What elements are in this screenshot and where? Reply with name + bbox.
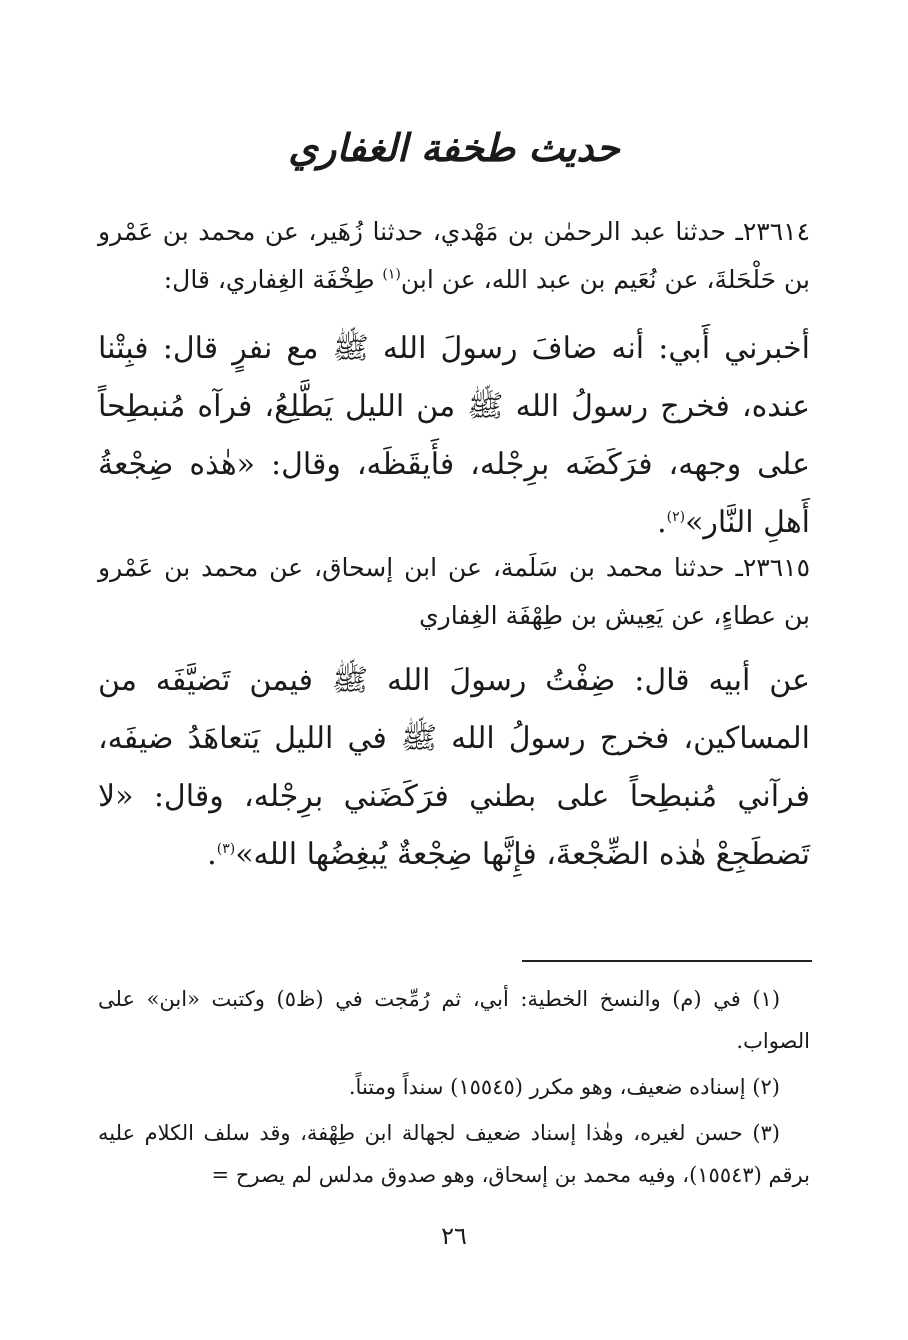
isnad-text: ٢٣٦١٤ـ حدثنا عبد الرحمٰن بن مَهْدي، حدثنا زُهَير، عن محمد بن عَمْرو بن حَلْحَلةَ، عن نُعَيم بن عبد الله، عن ابن (98, 217, 810, 294)
hadith-23614-isnad (98, 208, 810, 304)
hadith-23614-matn (98, 320, 810, 552)
isnad-text-end: طِخْفَة الغِفاري، قال: (163, 265, 383, 294)
matn-text: أخبرني أَبي: أنه ضافَ رسولَ الله ﷺ مع نفرٍ قال: فبِتْنا عنده، فخرج رسولُ الله ﷺ من الليل يَطَّلِعُ، فرآه مُنبطِحاً على وجهه، فرَكَضَه برِجْله، فأَيقَظَه، وقال: «هٰذه ضِجْعةُ أَهلِ النَّار» (98, 331, 810, 540)
isnad-text: ٢٣٦١٥ـ حدثنا محمد بن سَلَمة، عن ابن إسحاق، عن محمد بن عَمْرو بن عطاءٍ، عن يَعِيش بن طِهْفَة الغِفاري (98, 553, 810, 630)
page-number: ٢٦ (441, 1222, 467, 1250)
footnotes (98, 978, 810, 1200)
footnote-1: (١) في (م) والنسخ الخطية: أبي، ثم رُمِّجت في (ظ٥) وكتبت «ابن» على الصواب. (98, 987, 810, 1053)
chapter-title: حديث طخفة الغفاري (288, 125, 620, 170)
footnote-ref-1: (١) (382, 266, 401, 283)
footnote-3: (٣) حسن لغيره، وهٰذا إسناد ضعيف لجهالة ابن طِهْفة، وقد سلف الكلام عليه برقم (١٥٥٤٣)، وفيه محمد بن إسحاق، وهو صدوق مدلس لم يصرح = (98, 1121, 810, 1187)
footnote-ref-3: (٣) (216, 841, 236, 857)
hadith-23615-matn (98, 652, 810, 884)
footnote-ref-2: (٢) (666, 509, 686, 525)
hadith-23615-isnad (98, 544, 810, 640)
matn-text-end: . (207, 837, 217, 872)
footnote-2: (٢) إسناده ضعيف، وهو مكرر (١٥٥٤٥) سنداً ومتناً. (348, 1075, 780, 1099)
footnote-separator (522, 960, 812, 962)
matn-text-end: . (657, 505, 667, 540)
matn-text: عن أبيه قال: ضِفْتُ رسولَ الله ﷺ فيمن تَضيَّفَه من المساكين، فخرج رسولُ الله ﷺ في الليل يَتعاهَدُ ضيفَه، فرآني مُنبطِحاً على بطني فرَكَضَني برِجْله، وقال: «لا تَضطَجِعْ هٰذه الضِّجْعةَ، فإِنَّها ضِجْعةٌ يُبغِضُها الله» (98, 663, 810, 872)
